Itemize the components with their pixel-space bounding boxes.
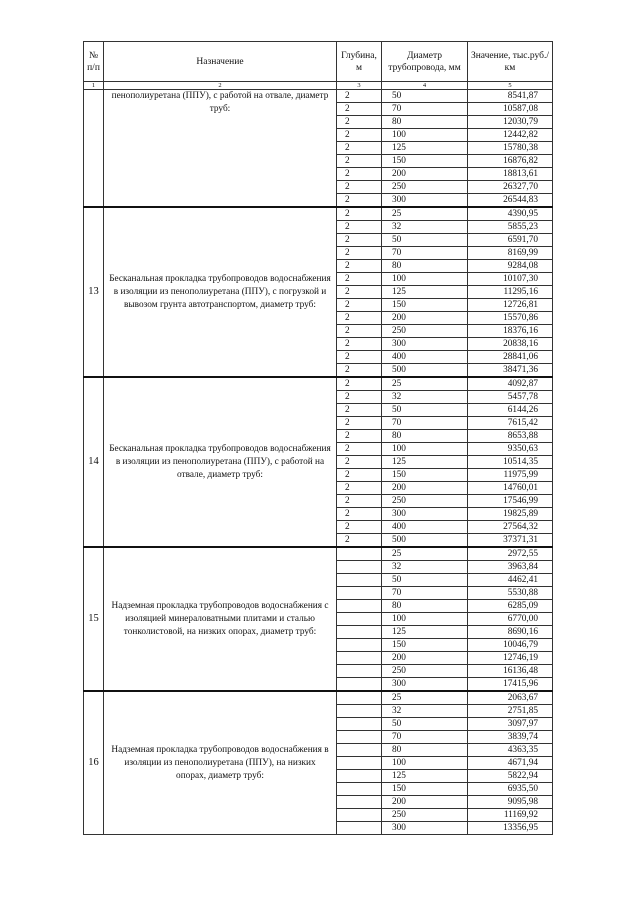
value-cell: 9350,63 (468, 443, 553, 456)
diameter-cell: 150 (382, 783, 468, 796)
diameter-cell: 100 (382, 757, 468, 770)
diameter-cell: 250 (382, 495, 468, 508)
value-cell: 11295,16 (468, 286, 553, 299)
value-cell: 2751,85 (468, 705, 553, 718)
item-number: 16 (84, 691, 104, 835)
value-cell: 13356,95 (468, 822, 553, 835)
depth-cell: 2 (337, 404, 382, 417)
diameter-cell: 32 (382, 391, 468, 404)
value-cell: 12726,81 (468, 299, 553, 312)
item-description: Бесканальная прокладка трубопроводов водоснабжения в изоляции из пенополиуретана (ППУ), с погрузкой и вывозом грунта автотранспортом, диаметр труб: (104, 207, 337, 377)
depth-cell: 2 (337, 234, 382, 247)
diameter-cell: 150 (382, 299, 468, 312)
diameter-cell: 32 (382, 561, 468, 574)
depth-cell: 2 (337, 456, 382, 469)
diameter-cell: 50 (382, 234, 468, 247)
depth-cell (337, 652, 382, 665)
value-cell: 10514,35 (468, 456, 553, 469)
depth-cell (337, 639, 382, 652)
depth-cell (337, 561, 382, 574)
value-cell: 17546,99 (468, 495, 553, 508)
value-cell: 20838,16 (468, 338, 553, 351)
depth-cell (337, 731, 382, 744)
table-row (84, 691, 553, 705)
depth-cell (337, 744, 382, 757)
value-cell: 11169,92 (468, 809, 553, 822)
depth-cell (337, 705, 382, 718)
value-cell: 37371,31 (468, 534, 553, 548)
diameter-cell: 400 (382, 351, 468, 364)
value-cell: 16876,82 (468, 155, 553, 168)
value-cell: 6285,09 (468, 600, 553, 613)
value-cell: 19825,89 (468, 508, 553, 521)
header-depth: Глубина, м (337, 42, 382, 82)
value-cell: 2972,55 (468, 547, 553, 561)
depth-cell: 2 (337, 194, 382, 208)
diameter-cell: 200 (382, 796, 468, 809)
depth-cell: 2 (337, 482, 382, 495)
diameter-cell: 80 (382, 260, 468, 273)
diameter-cell: 80 (382, 430, 468, 443)
diameter-cell: 32 (382, 221, 468, 234)
column-numbers-row (84, 82, 553, 90)
value-cell: 26327,70 (468, 181, 553, 194)
value-cell: 8690,16 (468, 626, 553, 639)
diameter-cell: 300 (382, 338, 468, 351)
diameter-cell: 80 (382, 116, 468, 129)
depth-cell: 2 (337, 508, 382, 521)
value-cell: 10107,30 (468, 273, 553, 286)
value-cell: 8169,99 (468, 247, 553, 260)
depth-cell: 2 (337, 443, 382, 456)
value-cell: 26544,83 (468, 194, 553, 208)
depth-cell: 2 (337, 116, 382, 129)
depth-cell: 2 (337, 351, 382, 364)
depth-cell (337, 809, 382, 822)
depth-cell (337, 574, 382, 587)
diameter-cell: 125 (382, 142, 468, 155)
depth-cell: 2 (337, 221, 382, 234)
depth-cell: 2 (337, 417, 382, 430)
depth-cell: 2 (337, 338, 382, 351)
value-cell: 5855,23 (468, 221, 553, 234)
value-cell: 9284,08 (468, 260, 553, 273)
col-number: 3 (337, 82, 382, 90)
value-cell: 3097,97 (468, 718, 553, 731)
diameter-cell: 125 (382, 456, 468, 469)
diameter-cell: 25 (382, 547, 468, 561)
value-cell: 11975,99 (468, 469, 553, 482)
diameter-cell: 25 (382, 691, 468, 705)
depth-cell: 2 (337, 168, 382, 181)
diameter-cell: 80 (382, 600, 468, 613)
value-cell: 16136,48 (468, 665, 553, 678)
depth-cell (337, 718, 382, 731)
diameter-cell: 70 (382, 731, 468, 744)
col-number: 2 (104, 82, 337, 90)
diameter-cell: 125 (382, 770, 468, 783)
depth-cell (337, 626, 382, 639)
col-number: 1 (84, 82, 104, 90)
diameter-cell: 150 (382, 155, 468, 168)
value-cell: 4671,94 (468, 757, 553, 770)
value-cell: 27564,32 (468, 521, 553, 534)
item-number: 13 (84, 207, 104, 377)
diameter-cell: 200 (382, 652, 468, 665)
diameter-cell: 250 (382, 181, 468, 194)
value-cell: 18813,61 (468, 168, 553, 181)
value-cell: 6144,26 (468, 404, 553, 417)
value-cell: 5530,88 (468, 587, 553, 600)
item-description: Бесканальная прокладка трубопроводов водоснабжения в изоляции из пенополиуретана (ППУ), с работой на отвале, диаметр труб: (104, 377, 337, 547)
header-value: Значение, тыс.руб./км (468, 42, 553, 82)
diameter-cell: 32 (382, 705, 468, 718)
value-cell: 6770,00 (468, 613, 553, 626)
value-cell: 3839,74 (468, 731, 553, 744)
depth-cell: 2 (337, 207, 382, 221)
col-number: 5 (468, 82, 553, 90)
depth-cell: 2 (337, 325, 382, 338)
table-row (84, 547, 553, 561)
diameter-cell: 70 (382, 587, 468, 600)
diameter-cell: 25 (382, 377, 468, 391)
depth-cell (337, 796, 382, 809)
diameter-cell: 300 (382, 194, 468, 208)
table-row (84, 377, 553, 391)
diameter-cell: 500 (382, 364, 468, 378)
value-cell: 15780,38 (468, 142, 553, 155)
value-cell: 12746,19 (468, 652, 553, 665)
table-body (84, 90, 553, 835)
depth-cell: 2 (337, 469, 382, 482)
depth-cell: 2 (337, 260, 382, 273)
value-cell: 28841,06 (468, 351, 553, 364)
depth-cell: 2 (337, 103, 382, 116)
value-cell: 5822,94 (468, 770, 553, 783)
depth-cell: 2 (337, 286, 382, 299)
value-cell: 9095,98 (468, 796, 553, 809)
depth-cell: 2 (337, 495, 382, 508)
depth-cell: 2 (337, 273, 382, 286)
diameter-cell: 70 (382, 417, 468, 430)
depth-cell: 2 (337, 534, 382, 548)
depth-cell (337, 691, 382, 705)
item-number (84, 90, 104, 208)
diameter-cell: 250 (382, 325, 468, 338)
item-description: Надземная прокладка трубопроводов водоснабжения с изоляцией минераловатными плитами и сталью тонколистовой, на низких опорах, диаметр труб: (104, 547, 337, 691)
value-cell: 10587,08 (468, 103, 553, 116)
value-cell: 5457,78 (468, 391, 553, 404)
diameter-cell: 50 (382, 574, 468, 587)
depth-cell (337, 547, 382, 561)
header-num: № п/п (84, 42, 104, 82)
item-number: 14 (84, 377, 104, 547)
depth-cell (337, 600, 382, 613)
depth-cell (337, 613, 382, 626)
diameter-cell: 200 (382, 312, 468, 325)
value-cell: 8653,88 (468, 430, 553, 443)
diameter-cell: 400 (382, 521, 468, 534)
value-cell: 12030,79 (468, 116, 553, 129)
depth-cell: 2 (337, 129, 382, 142)
value-cell: 7615,42 (468, 417, 553, 430)
depth-cell: 2 (337, 155, 382, 168)
diameter-cell: 25 (382, 207, 468, 221)
depth-cell (337, 770, 382, 783)
depth-cell: 2 (337, 142, 382, 155)
depth-cell: 2 (337, 521, 382, 534)
diameter-cell: 300 (382, 508, 468, 521)
value-cell: 4462,41 (468, 574, 553, 587)
header-diameter: Диаметр трубопровода, мм (382, 42, 468, 82)
value-cell: 6935,50 (468, 783, 553, 796)
header-name: Назначение (104, 42, 337, 82)
depth-cell (337, 587, 382, 600)
diameter-cell: 200 (382, 168, 468, 181)
value-cell: 17415,96 (468, 678, 553, 692)
diameter-cell: 50 (382, 404, 468, 417)
header-row (84, 42, 553, 82)
depth-cell (337, 783, 382, 796)
value-cell: 2063,67 (468, 691, 553, 705)
depth-cell: 2 (337, 247, 382, 260)
item-description: Надземная прокладка трубопроводов водоснабжения в изоляции из пенополиуретана (ППУ), на низких опорах, диаметр труб: (104, 691, 337, 835)
diameter-cell: 150 (382, 639, 468, 652)
depth-cell: 2 (337, 299, 382, 312)
diameter-cell: 500 (382, 534, 468, 548)
value-cell: 38471,36 (468, 364, 553, 378)
value-cell: 4363,35 (468, 744, 553, 757)
value-cell: 12442,82 (468, 129, 553, 142)
diameter-cell: 200 (382, 482, 468, 495)
diameter-cell: 100 (382, 129, 468, 142)
diameter-cell: 50 (382, 90, 468, 103)
diameter-cell: 100 (382, 613, 468, 626)
diameter-cell: 50 (382, 718, 468, 731)
value-cell: 18376,16 (468, 325, 553, 338)
diameter-cell: 250 (382, 809, 468, 822)
value-cell: 4390,95 (468, 207, 553, 221)
diameter-cell: 300 (382, 822, 468, 835)
depth-cell: 2 (337, 90, 382, 103)
diameter-cell: 125 (382, 626, 468, 639)
value-cell: 8541,87 (468, 90, 553, 103)
depth-cell (337, 757, 382, 770)
diameter-cell: 100 (382, 443, 468, 456)
table-row (84, 90, 553, 103)
depth-cell (337, 665, 382, 678)
diameter-cell: 150 (382, 469, 468, 482)
depth-cell: 2 (337, 430, 382, 443)
value-cell: 4092,87 (468, 377, 553, 391)
value-cell: 10046,79 (468, 639, 553, 652)
depth-cell (337, 822, 382, 835)
value-cell: 14760,01 (468, 482, 553, 495)
depth-cell: 2 (337, 312, 382, 325)
value-cell: 6591,70 (468, 234, 553, 247)
col-number: 4 (382, 82, 468, 90)
table-row (84, 207, 553, 221)
diameter-cell: 100 (382, 273, 468, 286)
diameter-cell: 300 (382, 678, 468, 692)
cost-table (83, 41, 553, 835)
depth-cell (337, 678, 382, 692)
depth-cell: 2 (337, 391, 382, 404)
diameter-cell: 125 (382, 286, 468, 299)
diameter-cell: 250 (382, 665, 468, 678)
diameter-cell: 80 (382, 744, 468, 757)
diameter-cell: 70 (382, 247, 468, 260)
value-cell: 15570,86 (468, 312, 553, 325)
value-cell: 3963,84 (468, 561, 553, 574)
depth-cell: 2 (337, 377, 382, 391)
item-description: пенополиуретана (ППУ), с работой на отвале, диаметр труб: (104, 90, 337, 208)
depth-cell: 2 (337, 364, 382, 378)
item-number: 15 (84, 547, 104, 691)
depth-cell: 2 (337, 181, 382, 194)
diameter-cell: 70 (382, 103, 468, 116)
